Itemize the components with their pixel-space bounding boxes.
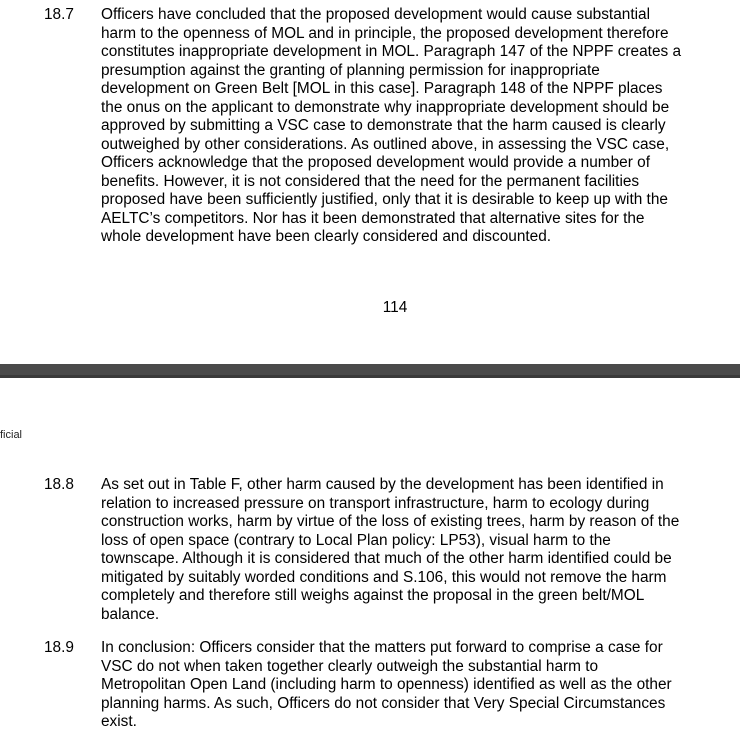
paragraph-number: 18.9: [44, 639, 74, 656]
paragraph-text: In conclusion: Officers consider that the matters put forward to comprise a case for VSC do not when taken together clearly outweigh the substantial harm to Metropolitan Open Land (including harm to openness) identified as well as the other planning harms. As such, Officers do not consider that Very Special Circumstances exist.: [101, 639, 672, 730]
page-number: 114: [382, 299, 408, 316]
page-break-divider: [0, 364, 740, 378]
paragraph-text: As set out in Table F, other harm caused by the development has been identified in relation to increased pressure on transport infrastructure, harm to ecology during construction works, harm by virtue of the loss of existing trees, harm by reason of the loss of open space (contrary to Local Plan policy: LP53), visual harm to the townscape. Although it is considered that much of the other harm identified could be mitigated by suitably worded conditions and S.106, this would not remove the harm completely and therefore still weighs against the proposal in the green belt/MOL balance.: [101, 476, 680, 623]
paragraph-number: 18.8: [44, 476, 74, 493]
paragraph-number: 18.7: [44, 6, 74, 23]
page-break-shadow: [0, 375, 740, 378]
paragraph-text: Officers have concluded that the proposed development would cause substantial harm to the openness of MOL and in principle, the proposed development therefore constitutes inappropriate development in MOL. Paragraph 147 of the NPPF creates a presumption against the granting of planning permission for inappropriate development on Green Belt [MOL in this case]. Paragraph 148 of the NPPF places the onus on the applicant to demonstrate why inappropriate development should be approved by submitting a VSC case to demonstrate that the harm caused is clearly outweighed by other considerations. As outlined above, in assessing the VSC case, Officers acknowledge that the proposed development would provide a number of benefits. However, it is not considered that the need for the permanent facilities proposed have been sufficiently justified, only that it is desirable to keep up with the AELTC’s competitors. Nor has it been demonstrated that alternative sites for the whole development have been clearly considered and discounted.: [101, 6, 682, 245]
security-marking-fragment: ficial: [0, 429, 23, 441]
